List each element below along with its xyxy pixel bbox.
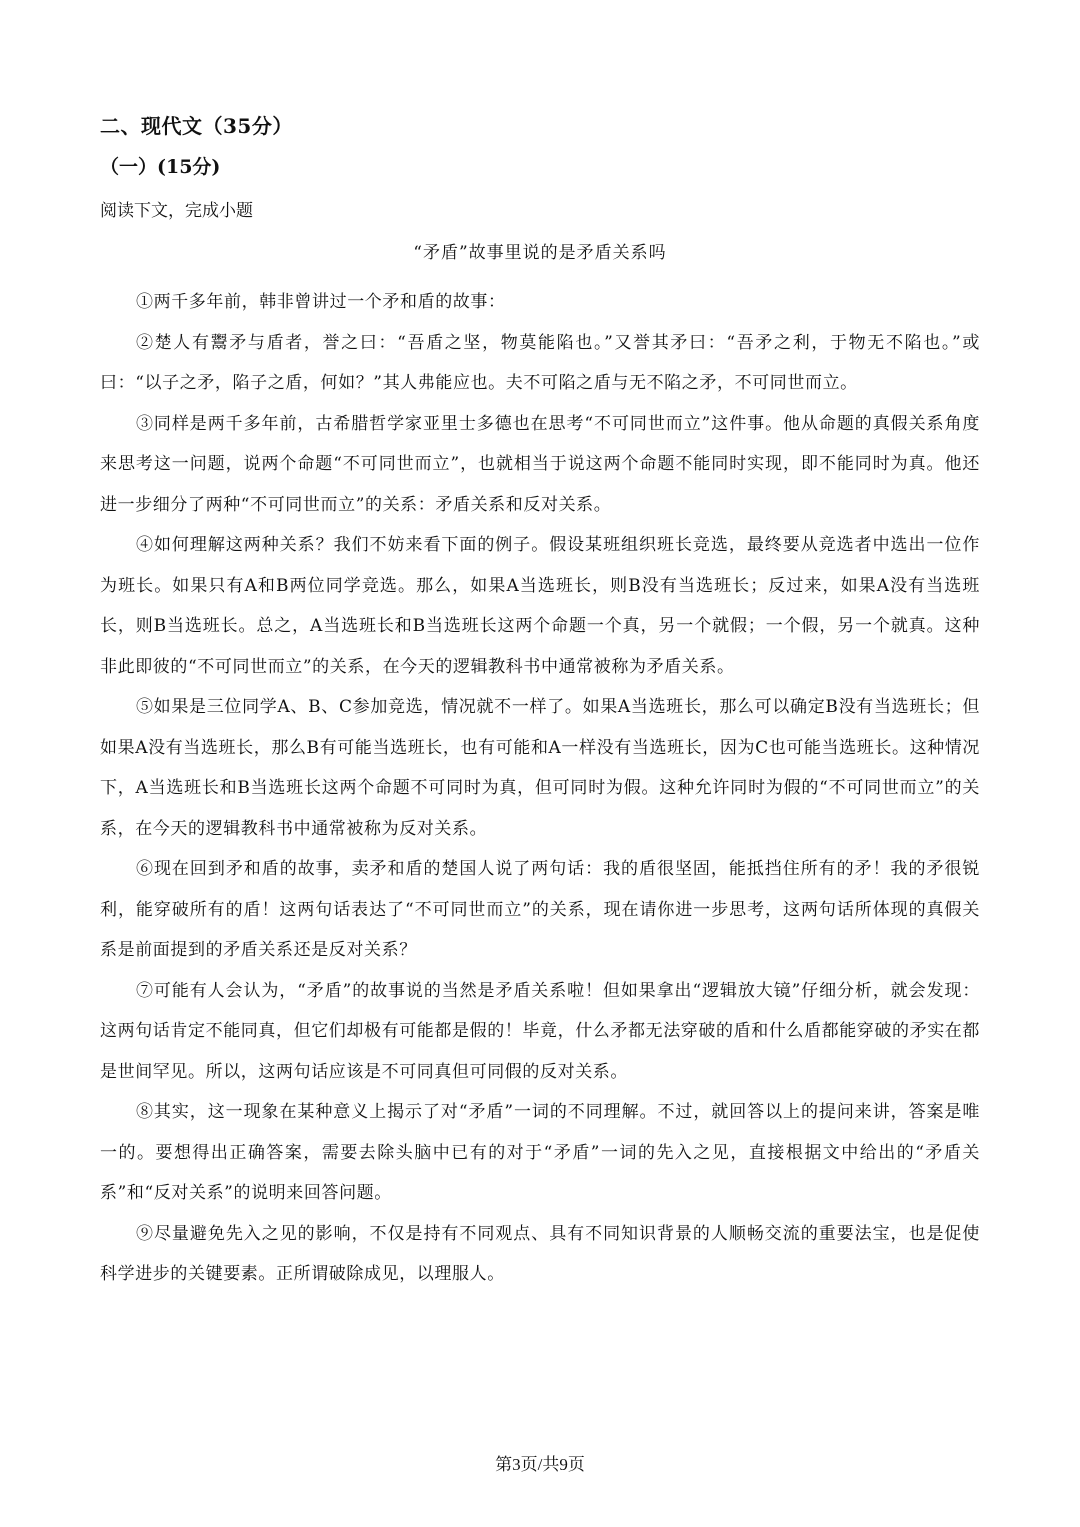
paragraph-1: ①两千多年前，韩非曾讲过一个矛和盾的故事： <box>136 292 506 312</box>
article-body <box>100 282 980 1295</box>
article-title: “矛盾”故事里说的是矛盾关系吗 <box>413 243 667 263</box>
reading-instruction: 阅读下文，完成小题 <box>100 201 253 221</box>
paragraph-5: ⑤如果是三位同学A、B、C参加竞选，情况就不一样了。如果A当选班长，那么可以确定B没有当选班长；但如果A没有当选班长，那么B有可能当选班长，也有可能和A一样没有当选班长，因为C也可能当选班长。这种情况下，A当选班长和B当选班长这两个命题不可同时为真，但可同时为假。这种允许同时为假的“不可同世而立”的关系，在今天的逻辑教科书中通常被称为反对关系。 <box>100 697 980 839</box>
subsection-title: （一）(15分) <box>100 156 221 178</box>
paragraph-2: ②楚人有鬻矛与盾者，誉之曰：“吾盾之坚，物莫能陷也。”又誉其矛曰：“吾矛之利，于物无不陷也。”或曰：“以子之矛，陷子之盾，何如？”其人弗能应也。夫不可陷之盾与无不陷之矛，不可同世而立。 <box>100 332 980 393</box>
paragraph-6: ⑥现在回到矛和盾的故事，卖矛和盾的楚国人说了两句话：我的盾很坚固，能抵挡住所有的矛！我的矛很锐利，能穿破所有的盾！这两句话表达了“不可同世而立”的关系，现在请你进一步思考，这两句话所体现的真假关系是前面提到的矛盾关系还是反对关系？ <box>100 859 980 960</box>
page-number: 第3页/共9页 <box>495 1455 585 1474</box>
paragraph-9: ⑨尽量避免先入之见的影响，不仅是持有不同观点、具有不同知识背景的人顺畅交流的重要法宝，也是促使科学进步的关键要素。正所谓破除成见，以理服人。 <box>100 1223 980 1284</box>
paragraph-7: ⑦可能有人会认为，“矛盾”的故事说的当然是矛盾关系啦！但如果拿出“逻辑放大镜”仔细分析，就会发现：这两句话肯定不能同真，但它们却极有可能都是假的！毕竟，什么矛都无法穿破的盾和什么盾都能穿破的矛实在都是世间罕见。所以，这两句话应该是不可同真但可同假的反对关系。 <box>100 980 980 1082</box>
paragraph-8: ⑧其实，这一现象在某种意义上揭示了对“矛盾”一词的不同理解。不过，就回答以上的提问来讲，答案是唯一的。要想得出正确答案，需要去除头脑中已有的对于“矛盾”一词的先入之见，直接根据文中给出的“矛盾关系”和“反对关系”的说明来回答问题。 <box>100 1102 980 1203</box>
paragraph-3: ③同样是两千多年前，古希腊哲学家亚里士多德也在思考“不可同世而立”这件事。他从命题的真假关系角度来思考这一问题，说两个命题“不可同世而立”，也就相当于说这两个命题不能同时实现，即不能同时为真。他还进一步细分了两种“不可同世而立”的关系：矛盾关系和反对关系。 <box>100 413 980 515</box>
section-title: 二、现代文（35分） <box>100 114 293 138</box>
paragraph-4: ④如何理解这两种关系？我们不妨来看下面的例子。假设某班组织班长竞选，最终要从竞选者中选出一位作为班长。如果只有A和B两位同学竞选。那么，如果A当选班长，则B没有当选班长；反过来，如果A没有当选班长，则B当选班长。总之，A当选班长和B当选班长这两个命题一个真，另一个就假；一个假，另一个就真。这种非此即彼的“不可同世而立”的关系，在今天的逻辑教科书中通常被称为矛盾关系。 <box>100 535 980 677</box>
